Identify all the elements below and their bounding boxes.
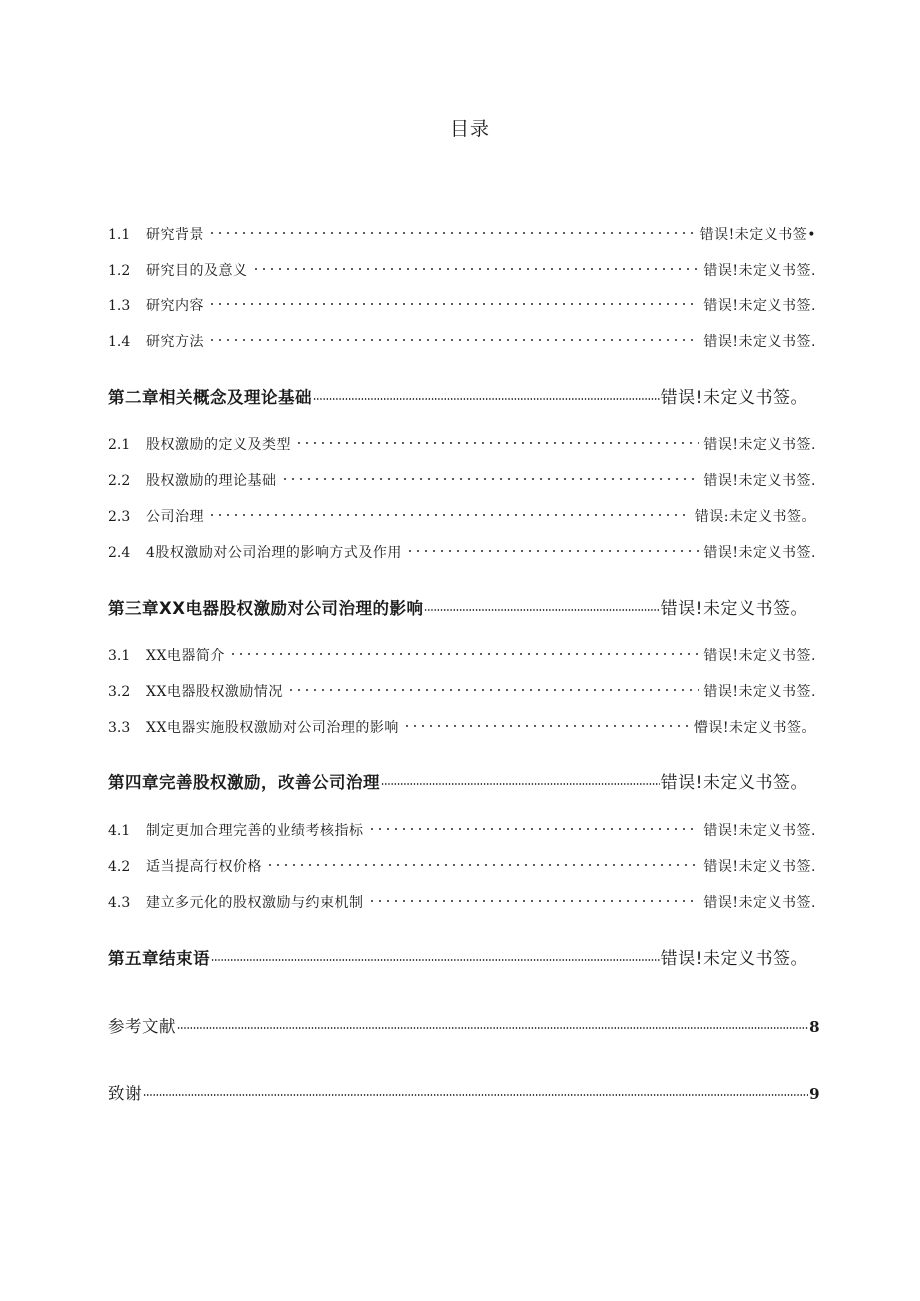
entry-page: 错误!未定义书签. <box>703 823 816 839</box>
entry-number: 3.3 <box>108 720 131 736</box>
entry-page: 错误:未定义书签。 <box>694 509 816 525</box>
toc-entry-references[interactable] <box>108 1013 820 1037</box>
entry-page: 9 <box>809 1085 820 1103</box>
entry-page: 错误!未定义书签. <box>703 545 816 561</box>
entry-title: 制定更加合理完善的业绩考核指标 <box>146 823 364 839</box>
toc-entry-2-4[interactable] <box>108 542 816 562</box>
entry-page: 错误!未定义书签. <box>703 298 816 314</box>
dot-leader <box>403 723 690 729</box>
entry-number: 4.3 <box>108 895 131 911</box>
entry-title: 第四章完善股权激励，改善公司治理 <box>108 773 380 792</box>
dot-leader <box>281 476 700 482</box>
entry-page: 错误!未定义书签。 <box>660 388 808 408</box>
entry-title: 公司治理 <box>146 509 204 525</box>
toc-entry-1-1[interactable] <box>108 224 816 244</box>
entry-title: 适当提高行权价格 <box>146 859 262 875</box>
entry-number: 3.1 <box>108 648 131 664</box>
dot-leader <box>177 1026 808 1030</box>
dot-leader <box>287 687 699 693</box>
dot-leader <box>266 862 699 868</box>
entry-page: 懵误!未定义书签。 <box>693 720 816 736</box>
entry-number: 1.1 <box>108 227 131 243</box>
entry-title: 研究内容 <box>146 298 204 314</box>
dot-leader <box>368 898 700 904</box>
entry-number: 4.2 <box>108 859 131 875</box>
toc-entry-chapter-3[interactable] <box>108 594 808 618</box>
toc-title: 目录 <box>449 118 490 140</box>
dot-leader <box>208 337 699 343</box>
dot-leader <box>229 651 699 657</box>
toc-entry-chapter-5[interactable] <box>108 944 808 968</box>
entry-title: 参考文献 <box>108 1017 176 1036</box>
dot-leader <box>381 782 660 786</box>
toc-entry-acknowledgements[interactable] <box>108 1080 820 1104</box>
toc-entry-1-2[interactable] <box>108 260 816 280</box>
entry-page: 错误!未定义书签. <box>703 895 816 911</box>
dot-leader <box>208 512 691 518</box>
entry-title: 股权激励的定义及类型 <box>146 437 291 453</box>
entry-number: 4.1 <box>108 823 131 839</box>
entry-title: XX电器实施股权激励对公司治理的影响 <box>146 720 399 736</box>
entry-title: XX电器简介 <box>146 648 225 664</box>
entry-number: 2.4 <box>108 545 131 561</box>
toc-entry-3-2[interactable] <box>108 681 816 701</box>
entry-title: XX电器股权激励情况 <box>146 684 283 700</box>
entry-page: 错误!未定义书签• <box>699 227 816 243</box>
entry-number: 2.3 <box>108 509 131 525</box>
dot-leader <box>313 397 660 401</box>
entry-number: 1.2 <box>108 263 131 279</box>
entry-page: 错误!未定义书签. <box>703 859 816 875</box>
dot-leader <box>424 608 659 612</box>
entry-page: 错误!未定义书签. <box>703 263 816 279</box>
dot-leader <box>143 1093 808 1097</box>
entry-title: 致谢 <box>108 1084 142 1103</box>
toc-entry-2-3[interactable] <box>108 506 816 526</box>
dot-leader <box>368 826 700 832</box>
entry-title: 建立多元化的股权激励与约束机制 <box>146 895 364 911</box>
toc-entry-1-4[interactable] <box>108 331 816 351</box>
entry-number: 3.2 <box>108 684 131 700</box>
entry-page: 错误!未定义书签. <box>703 473 816 489</box>
entry-page: 错误!未定义书签. <box>703 648 816 664</box>
entry-title: 股权激励的理论基础 <box>146 473 277 489</box>
toc-entry-3-1[interactable] <box>108 645 816 665</box>
entry-title: 研究方法 <box>146 334 204 350</box>
entry-page: 错误!未定义书签。 <box>660 949 808 969</box>
toc-entry-chapter-4[interactable] <box>108 768 808 792</box>
entry-title: 第二章相关概念及理论基础 <box>108 388 312 407</box>
toc-entry-2-1[interactable] <box>108 434 816 454</box>
entry-page: 错误!未定义书签. <box>703 334 816 350</box>
toc-entry-4-1[interactable] <box>108 820 816 840</box>
dot-leader <box>208 301 699 307</box>
dot-leader <box>211 958 660 962</box>
dot-leader <box>252 266 700 272</box>
dot-leader <box>295 440 699 446</box>
entry-title: 第三章XX电器股权激励对公司治理的影响 <box>108 599 424 618</box>
entry-number: 2.1 <box>108 437 131 453</box>
toc-entry-2-2[interactable] <box>108 470 816 490</box>
entry-page: 错误!未定义书签。 <box>660 773 808 793</box>
toc-entry-1-3[interactable] <box>108 295 816 315</box>
toc-entry-4-3[interactable] <box>108 892 816 912</box>
entry-title: 第五章结束语 <box>108 949 210 968</box>
entry-page: 错误!未定义书签。 <box>660 599 808 619</box>
toc-entry-chapter-2[interactable] <box>108 383 808 407</box>
entry-page: 错误!未定义书签. <box>703 437 816 453</box>
dot-leader <box>208 230 696 236</box>
entry-title: 研究目的及意义 <box>146 263 248 279</box>
toc-entry-4-2[interactable] <box>108 856 816 876</box>
entry-page: 8 <box>809 1018 820 1036</box>
entry-number: 1.3 <box>108 298 131 314</box>
dot-leader <box>406 548 700 554</box>
entry-title: 研究背景 <box>146 227 204 243</box>
entry-title: 4股权激励对公司治理的影响方式及作用 <box>146 545 402 561</box>
toc-entry-3-3[interactable] <box>108 717 816 737</box>
entry-number: 1.4 <box>108 334 131 350</box>
entry-page: 错误!未定义书签. <box>703 684 816 700</box>
entry-number: 2.2 <box>108 473 131 489</box>
